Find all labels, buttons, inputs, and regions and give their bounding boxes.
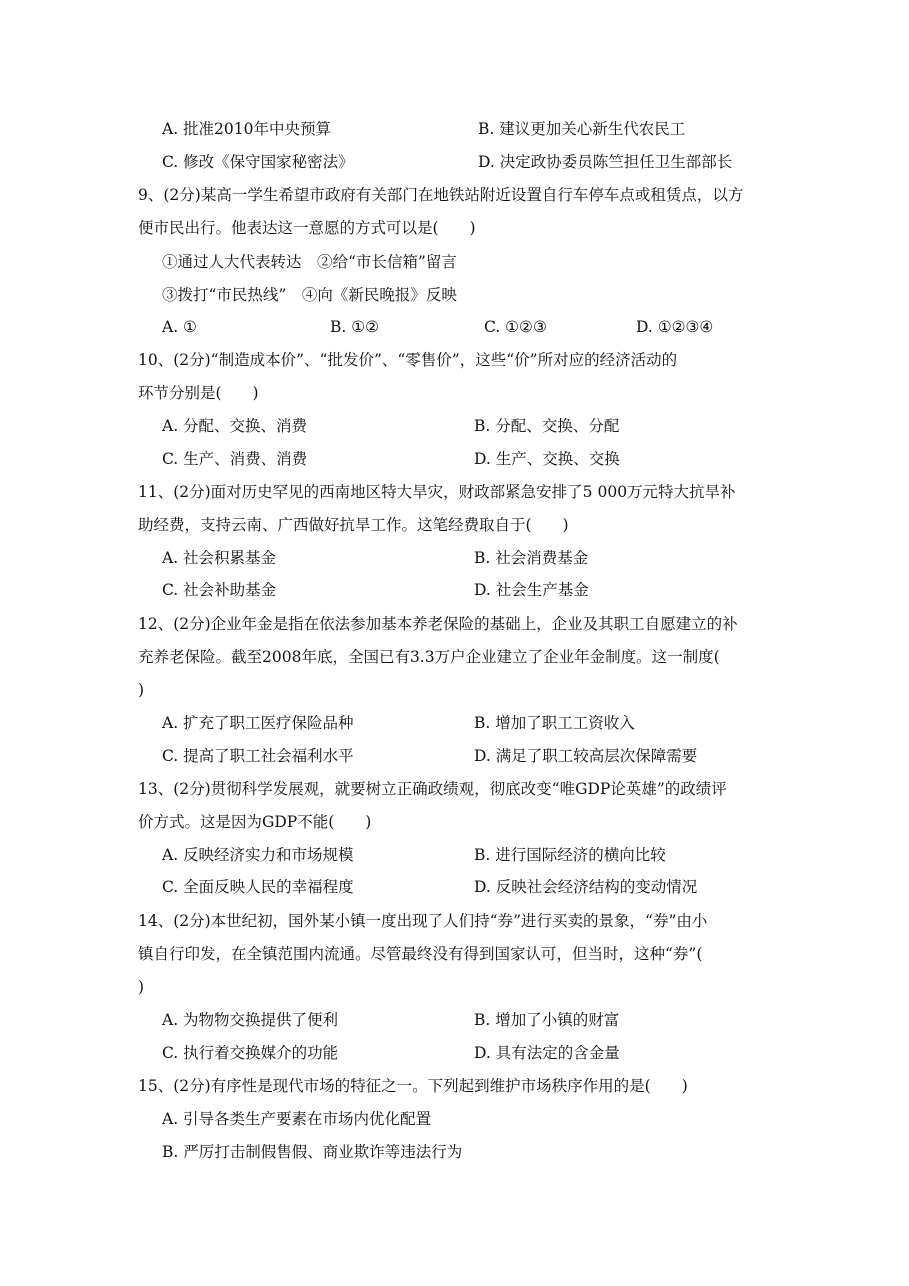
q14-option-c: C. 执行着交换媒介的功能	[162, 1044, 339, 1062]
q8-option-a: A. 批准2010年中央预算	[162, 120, 331, 138]
q11-stem-line1: 11、(2分)面对历史罕见的西南地区特大旱灾，财政部紧急安排了5 000万元特大抗旱补	[138, 483, 736, 501]
q14-stem-line3: )	[138, 978, 145, 996]
q12-stem-line2: 充养老保险。截至2008年底，全国已有3.3万户企业建立了企业年金制度。这一制度(	[138, 648, 720, 666]
q12-option-a: A. 扩充了职工医疗保险品种	[162, 714, 354, 732]
q8-option-b: B. 建议更加关心新生代农民工	[478, 120, 686, 138]
q14-option-a: A. 为物物交换提供了便利	[162, 1011, 339, 1029]
q10-option-a: A. 分配、交换、消费	[162, 417, 308, 435]
q12-stem-line3: )	[138, 681, 145, 699]
q12-option-c: C. 提高了职工社会福利水平	[162, 747, 354, 765]
q13-stem-line2: 价方式。这是因为GDP不能( )	[138, 813, 372, 831]
q11-option-b: B. 社会消费基金	[474, 549, 589, 567]
q14-option-d: D. 具有法定的含金量	[474, 1044, 620, 1062]
q13-option-d: D. 反映社会经济结构的变动情况	[474, 878, 698, 896]
q12-option-b: B. 增加了职工工资收入	[474, 714, 635, 732]
q13-option-b: B. 进行国际经济的横向比较	[474, 846, 666, 864]
q11-option-a: A. 社会积累基金	[162, 549, 277, 567]
q13-option-a: A. 反映经济实力和市场规模	[162, 846, 354, 864]
q12-option-d: D. 满足了职工较高层次保障需要	[474, 747, 698, 765]
q9-item-1: ①通过人大代表转达 ②给“市长信箱”留言	[162, 253, 457, 271]
q10-option-c: C. 生产、消费、消费	[162, 450, 308, 468]
q13-option-c: C. 全面反映人民的幸福程度	[162, 878, 354, 896]
q9-option-c: C. ①②③	[484, 318, 547, 336]
q14-option-b: B. 增加了小镇的财富	[474, 1011, 620, 1029]
q15-stem-line1: 15、(2分)有序性是现代市场的特征之一。下列起到维护市场秩序作用的是( )	[138, 1077, 688, 1095]
q10-stem-line2: 环节分别是( )	[138, 384, 259, 402]
q9-item-2: ③拨打“市民热线” ④向《新民晚报》反映	[162, 286, 457, 304]
q12-stem-line1: 12、(2分)企业年金是指在依法参加基本养老保险的基础上，企业及其职工自愿建立的补	[138, 615, 738, 633]
q8-option-d: D. 决定政协委员陈竺担任卫生部部长	[478, 153, 733, 171]
q10-stem-line1: 10、(2分)“制造成本价”、“批发价”、“零售价”，这些“价”所对应的经济活动的	[138, 351, 678, 369]
q9-option-d: D. ①②③④	[636, 318, 714, 336]
q15-option-a: A. 引导各类生产要素在市场内优化配置	[162, 1110, 432, 1128]
q11-option-d: D. 社会生产基金	[474, 581, 589, 599]
q13-stem-line1: 13、(2分)贯彻科学发展观，就要树立正确政绩观，彻底改变“唯GDP论英雄”的政绩评	[138, 780, 727, 798]
q10-option-b: B. 分配、交换、分配	[474, 417, 620, 435]
q9-option-a: A. ①	[162, 318, 197, 336]
q11-option-c: C. 社会补助基金	[162, 581, 277, 599]
q14-stem-line1: 14、(2分)本世纪初，国外某小镇一度出现了人们持“券”进行买卖的景象，“券”由小	[138, 912, 708, 930]
q14-stem-line2: 镇自行印发，在全镇范围内流通。尽管最终没有得到国家认可，但当时，这种“券”(	[138, 945, 703, 963]
q15-option-b: B. 严厉打击制假售假、商业欺诈等违法行为	[162, 1143, 463, 1161]
q10-option-d: D. 生产、交换、交换	[474, 450, 620, 468]
q9-option-b: B. ①②	[330, 318, 380, 336]
q9-stem-line1: 9、(2分)某高一学生希望市政府有关部门在地铁站附近设置自行车停车点或租赁点，以方	[138, 186, 744, 204]
q11-stem-line2: 助经费，支持云南、广西做好抗旱工作。这笔经费取自于( )	[138, 516, 569, 534]
q9-stem-line2: 便市民出行。他表达这一意愿的方式可以是( )	[138, 219, 476, 237]
q8-option-c: C. 修改《保守国家秘密法》	[162, 153, 354, 171]
